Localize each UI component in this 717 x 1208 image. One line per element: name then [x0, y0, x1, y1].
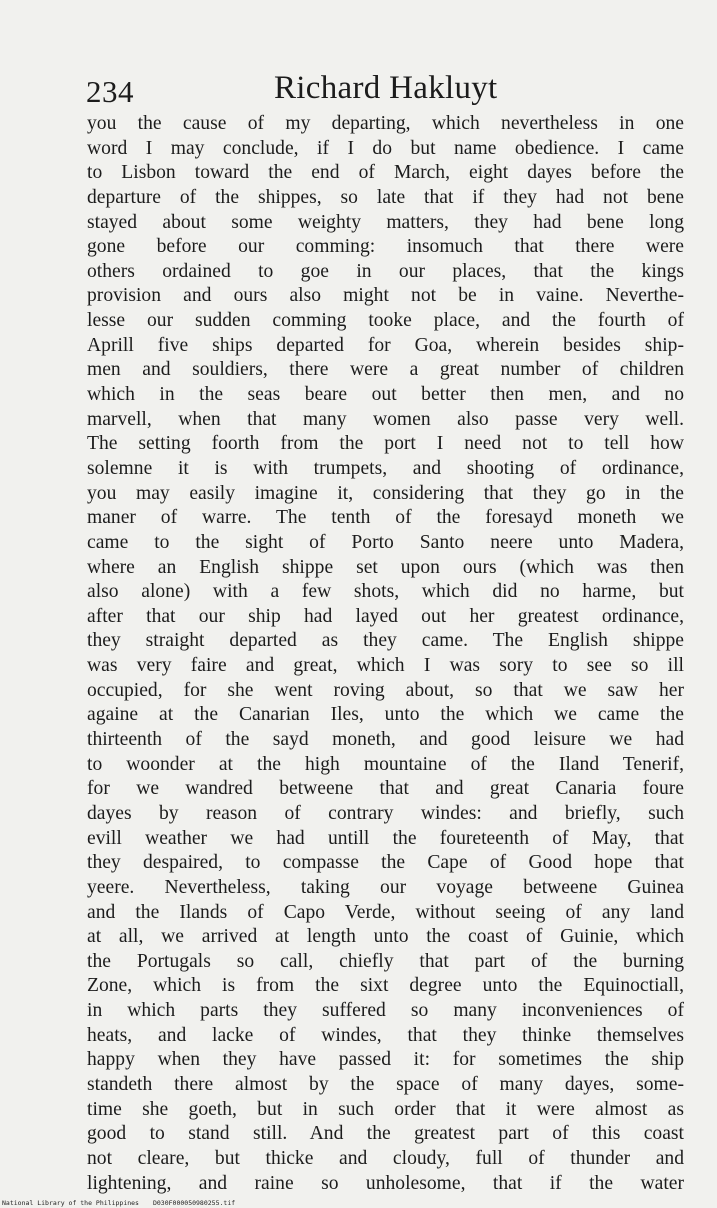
text-line: word I may conclude, if I do but name obedience. I came — [87, 137, 684, 159]
text-line: Zone, which is from the sixt degree unto the Equinoctiall, — [87, 975, 684, 997]
text-line: happy when they have passed it: for sometimes the ship — [87, 1049, 684, 1071]
text-line: to woonder at the high mountaine of the Iland Tenerif, — [87, 753, 684, 775]
text-line: heats, and lacke of windes, that they thinke themselves — [87, 1024, 684, 1046]
text-line: time she goeth, but in such order that it were almost as — [87, 1098, 684, 1120]
scan-footer — [2, 1199, 235, 1207]
text-line: which in the seas beare out better then men, and no — [87, 384, 684, 406]
text-line: after that our ship had layed out her greatest ordinance, — [87, 605, 684, 627]
text-line: provision and ours also might not be in vaine. Neverthe- — [87, 285, 684, 307]
text-line: gone before our comming: insomuch that there were — [87, 236, 684, 258]
file-identifier: D030F000050980255.tif — [152, 1199, 236, 1207]
text-line: not cleare, but thicke and cloudy, full of thunder and — [87, 1147, 684, 1169]
text-line: occupied, for she went roving about, so that we saw her — [87, 679, 684, 701]
text-line: to Lisbon toward the end of March, eight dayes before the — [87, 162, 684, 184]
library-credit: National Library of the Philippines — [2, 1199, 139, 1207]
text-line: solemne it is with trumpets, and shooting of ordinance, — [87, 457, 684, 479]
text-line: evill weather we had untill the foureteenth of May, that — [87, 827, 684, 849]
text-line: standeth there almost by the space of many dayes, some- — [87, 1073, 684, 1095]
text-line: where an English shippe set upon ours (which was then — [87, 556, 684, 578]
text-line: departure of the shippes, so late that if they had not bene — [87, 186, 684, 208]
text-line: the Portugals so call, chiefly that part of the burning — [87, 950, 684, 972]
text-line: Aprill five ships departed for Goa, wherein besides ship- — [87, 334, 684, 356]
text-line: they straight departed as they came. The English shippe — [87, 630, 684, 652]
text-line: in which parts they suffered so many inconveniences of — [87, 1000, 684, 1022]
text-line: and the Ilands of Capo Verde, without seeing of any land — [87, 901, 684, 923]
text-line: againe at the Canarian Iles, unto the which we came the — [87, 704, 684, 726]
body-text — [87, 112, 684, 1196]
text-line: dayes by reason of contrary windes: and briefly, such — [87, 802, 684, 824]
running-title: Richard Hakluyt — [274, 70, 498, 106]
text-line: thirteenth of the sayd moneth, and good leisure we had — [87, 729, 684, 751]
text-line: good to stand still. And the greatest part of this coast — [87, 1123, 684, 1145]
text-line: came to the sight of Porto Santo neere unto Madera, — [87, 531, 684, 553]
text-line: stayed about some weighty matters, they had bene long — [87, 211, 684, 233]
text-line: you the cause of my departing, which nevertheless in one — [87, 113, 684, 134]
text-line: maner of warre. The tenth of the foresayd moneth we — [87, 507, 684, 529]
text-line: you may easily imagine it, considering that they go in the — [87, 482, 684, 504]
text-line: they despaired, to compasse the Cape of Good hope that — [87, 852, 684, 874]
text-line: others ordained to goe in our places, that the kings — [87, 260, 684, 282]
text-line: The setting foorth from the port I need not to tell how — [87, 433, 684, 455]
text-line: was very faire and great, which I was sory to see so ill — [87, 655, 684, 677]
text-line: at all, we arrived at length unto the coast of Guinie, which — [87, 926, 684, 948]
page-number: 234 — [86, 74, 134, 109]
text-line: lightening, and raine so unholesome, that if the water — [87, 1172, 684, 1194]
text-line: also alone) with a few shots, which did no harme, but — [87, 581, 684, 603]
text-line: marvell, when that many women also passe very well. — [87, 408, 684, 430]
text-line: for we wandred betweene that and great Canaria foure — [87, 778, 684, 800]
text-line: men and souldiers, there were a great number of children — [87, 359, 684, 381]
text-line: lesse our sudden comming tooke place, and the fourth of — [87, 310, 684, 332]
text-line: yeere. Nevertheless, taking our voyage betweene Guinea — [87, 876, 684, 898]
